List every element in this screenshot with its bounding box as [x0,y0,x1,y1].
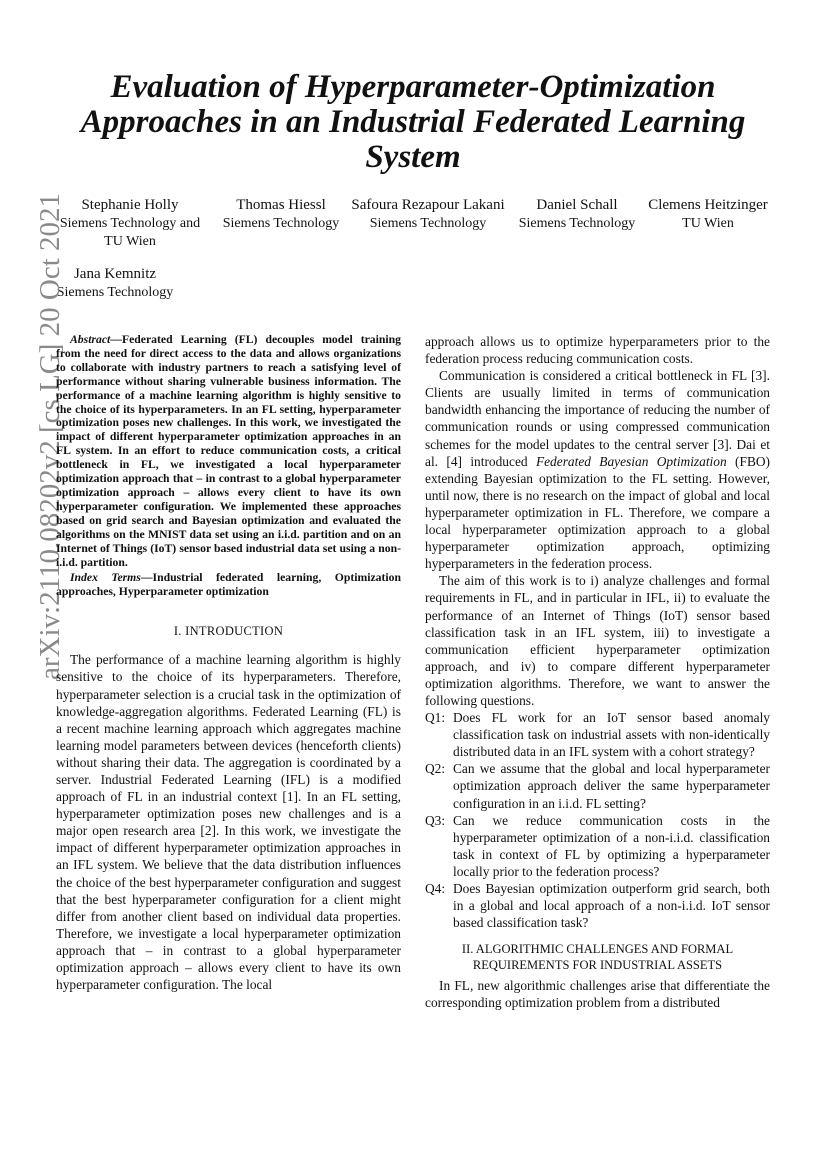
abstract [56,333,401,569]
author-affiliation: Siemens Technology [56,285,174,300]
left-column [56,333,401,993]
section-heading: I. INTRODUCTION [173,624,284,639]
question-text: Does FL work for an IoT sensor based anomaly classification task on industrial assets with non-identically distributed data in an IFL system with a cohort strategy? [453,710,770,760]
author-affiliation: Siemens Technology [369,216,487,231]
index-terms-text: —Industrial federated learning, Optimization approaches, Hyperparameter optimization [56,571,401,599]
paragraph [425,367,770,572]
author-block [201,196,361,233]
section-heading [425,941,770,973]
abstract-text: —Federated Learning (FL) decouples model training from the need for direct access to the data and allows organizations to collaborate with industry partners to reach a satisfying level of performance without sharing vulnerable business information. The performance of a machine learning algorithm is highly sensitive to the choice of its hyperparameters. In an FL setting, hyperparameter optimization poses new challenges. In this work, we investigated the impact of different hyperparameter optimization approaches in an FL system. In an effort to reduce communication costs, a critical bottleneck in FL, we investigated a local hyperparameter optimization approach that – in contrast to a global hyperparameter optimization approach – allows every client to have its own hyperparameter configuration. We implemented these approaches based on grid search and Bayesian optimization and evaluated the algorithms on the MNIST data set using an i.i.d. partition and on an Internet of Things (IoT) sensor based industrial data set using a non-i.i.d. partition. [56,333,401,569]
question-item [425,760,770,811]
paragraph: In FL, new algorithmic challenges arise that differentiate the corresponding optimization problem from a distributed [425,978,770,1011]
paragraph-emphasis: Federated Bayesian Optimization [535,453,727,469]
arxiv-stamp-text: arXiv:2110.08202v2 [cs.LG] 20 Oct 2021 [34,192,66,680]
question-label: Q2: [425,761,446,777]
author-name: Jana Kemnitz [73,266,157,282]
question-item [425,812,770,880]
question-text: Can we reduce communication costs in the hyperparameter optimization of a non-i.i.d. classification task in context of FL by optimizing a hyperparameter locally prior to the federation process? [453,812,770,879]
abstract-lead: Abstract [70,333,111,346]
paper-title: Evaluation of Hyperparameter-Optimization Approaches in an Industrial Federated Learning System [80,69,746,175]
paragraph-text: (FBO) extending Bayesian optimization to the FL setting. However, until now, there is no research on the impact of global and local hyperparameter optimization in FL. Therefore, we compare a local hyperparameter optimization approach to a global hyperparameter optimization approach, optimizing hyperparameters in the federation process. [425,453,770,572]
question-text: Does Bayesian optimization outperform grid search, both in a global and local approach of a non-i.i.d. IoT sensor based classification task? [453,881,770,931]
author-name: Daniel Schall [536,197,618,213]
paragraph: approach allows us to optimize hyperparameters prior to the federation process reducing communication costs. [425,334,770,367]
question-label: Q4: [425,881,446,896]
section-heading-line: II. ALGORITHMIC CHALLENGES AND FORMAL [461,942,734,957]
author-affiliation: Siemens Technology and TU Wien [59,216,201,249]
author-name: Thomas Hiessl [236,197,326,213]
paragraph: The performance of a machine learning algorithm is highly sensitive to the choice of its hyperparameters. Therefore, hyperparameter selection is a crucial task in the optimization of knowledge-aggregation algorithms. Federated Learning (FL) is a recent machine learning approach which aggregates machine learning model parameters between devices (henceforth clients) without sharing their data. The aggregation is coordinated by a server. Industrial Federated Learning (IFL) is a modified approach of FL in an industrial context [1]. In an FL setting, hyperparameter optimization poses new challenges and is a major open research area [2]. In this work, we investigate the impact of different hyperparameter optimization approaches in an IFL system. We believe that the data distribution influences the choice of the best hyperparameter configuration and suggest that the best hyperparameter configuration for a client might differ from another client based on individual data properties. Therefore, we investigate a local hyperparameter optimization approach that – in contrast to a global hyperparameter optimization approach – allows every client to have its own hyperparameter configuration. The local [56,652,401,993]
question-item [425,709,770,760]
question-text: Can we assume that the global and local hyperparameter optimization approach deliver the same hyperparameter configuration in an i.i.d. FL setting? [453,761,770,811]
author-block [50,196,210,251]
author-affiliation: Siemens Technology [222,216,340,231]
index-terms [56,571,401,599]
author-name: Stephanie Holly [81,197,179,213]
question-label: Q3: [425,812,446,828]
index-terms-lead: Index Terms [70,571,141,585]
author-block [338,196,518,233]
author-affiliation: TU Wien [682,216,734,231]
author-affiliation: Siemens Technology [518,216,636,231]
author-name: Clemens Heitzinger [648,197,768,213]
question-item [425,880,770,931]
paragraph-text: Communication is considered a critical bottleneck in FL [3]. Clients are usually limited in terms of communication bandwidth enhancing the importance of reducing the number of communication rounds or using compressed communication schemes for the model updates to the central server [3]. Dai et al. [4] introduced [425,368,770,469]
section-heading-line: REQUIREMENTS FOR INDUSTRIAL ASSETS [472,958,723,973]
right-column [425,333,770,1011]
author-name: Safoura Rezapour Lakani [351,197,505,213]
author-block [628,196,788,233]
question-label: Q1: [425,710,446,726]
paragraph: The aim of this work is to i) analyze challenges and formal requirements in FL, and in particular in IFL, ii) to evaluate the performance of an Internet of Things (IoT) sensor based classification task in an IFL system, iii) to investigate a communication efficient hyperparameter optimization approach, and iv) to compare different hyperparameter optimization algorithms. Therefore, we want to answer the following questions. [425,573,770,708]
